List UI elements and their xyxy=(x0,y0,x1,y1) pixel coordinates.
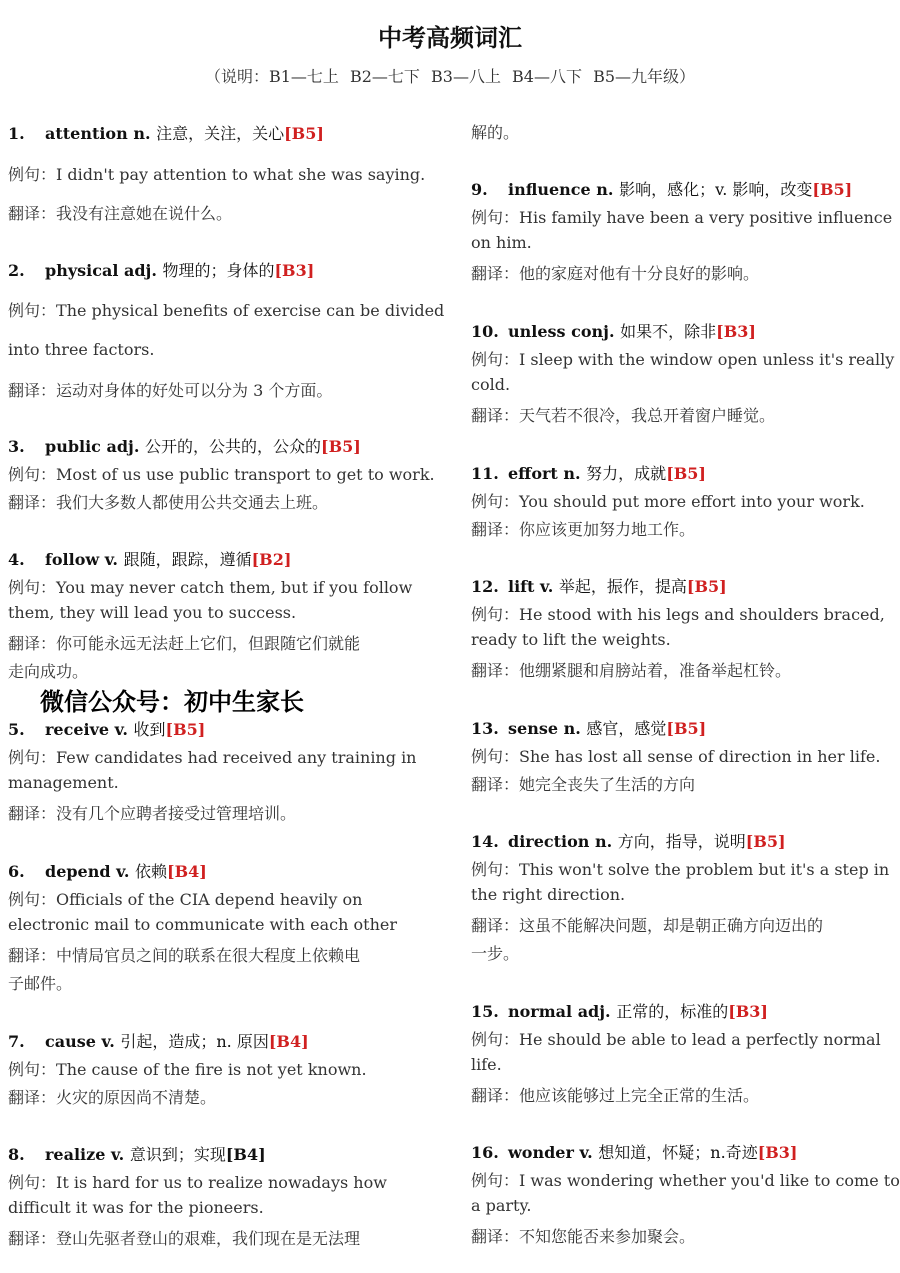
entry-number: 9. xyxy=(471,180,488,199)
example-sentence-line xyxy=(471,375,510,394)
example-text: You should put more effort into your work. xyxy=(519,492,865,511)
entry-part-of-speech: adj. xyxy=(106,437,140,456)
translation-text: 不知您能否来参加聚会。 xyxy=(519,1227,696,1246)
entry-level-badge: [B4] xyxy=(225,1145,266,1164)
entry-level-badge: [B4] xyxy=(167,862,207,881)
translation-text: 中情局官员之间的联系在很大程度上依赖电 xyxy=(56,946,361,965)
translation-label: 翻译： xyxy=(471,775,520,794)
translation-text: 他应该能够过上完全正常的生活。 xyxy=(519,1086,760,1105)
entry-meaning: 意识到；实现 xyxy=(129,1145,226,1164)
entry-heading xyxy=(471,319,756,342)
example-label: 例句： xyxy=(471,350,520,369)
entry-number: 8. xyxy=(8,1145,25,1164)
entry-heading xyxy=(8,258,314,281)
translation-text: 我没有注意她在说什么。 xyxy=(56,204,233,223)
entry-number: 7. xyxy=(8,1032,25,1051)
translation-text: 你应该更加努力地工作。 xyxy=(519,520,696,539)
entry-word: follow xyxy=(45,550,100,569)
example-label: 例句： xyxy=(471,860,520,879)
example-sentence-line xyxy=(8,745,416,768)
entry-part-of-speech: v. xyxy=(101,1032,115,1051)
translation-text: 子邮件。 xyxy=(8,974,73,993)
entry-meaning: 正常的，标准的 xyxy=(616,1002,729,1021)
example-label: 例句： xyxy=(471,208,520,227)
translation-line xyxy=(8,631,360,654)
entry-heading xyxy=(8,717,205,740)
example-sentence-line xyxy=(8,1170,387,1193)
translation-line xyxy=(8,801,296,824)
translation-line xyxy=(471,658,791,681)
entry-number: 5. xyxy=(8,720,25,739)
entry-part-of-speech: n. xyxy=(563,464,581,483)
example-label: 例句： xyxy=(8,578,57,597)
entry-heading xyxy=(8,121,324,144)
example-sentence-line xyxy=(471,1168,900,1191)
entry-part-of-speech: n. xyxy=(594,832,613,851)
page-title: 中考高频词汇 xyxy=(378,24,522,52)
translation-line xyxy=(471,517,695,540)
example-sentence-line xyxy=(8,773,119,792)
example-sentence-line xyxy=(8,462,435,485)
translation-text: 登山先驱者登山的艰难，我们现在是无法理 xyxy=(56,1229,361,1248)
entry-meaning: 物理的；身体的 xyxy=(162,261,275,280)
entry-part-of-speech: v. xyxy=(540,577,554,596)
translation-line xyxy=(8,490,328,513)
translation-line xyxy=(8,971,72,994)
translation-text: 这虽不能解决问题，却是朝正确方向迈出的 xyxy=(519,916,824,935)
translation-text: 一步。 xyxy=(471,944,520,963)
translation-label: 翻译： xyxy=(8,493,57,512)
entry-level-badge: [B5] xyxy=(666,719,707,738)
example-sentence-line xyxy=(471,602,885,625)
entry-meaning: 方向，指导，说明 xyxy=(617,832,746,851)
example-label: 例句： xyxy=(8,301,57,320)
entry-heading xyxy=(471,461,706,484)
entry-meaning: 想知道，怀疑；n.奇迹 xyxy=(598,1143,758,1162)
example-text: the right direction. xyxy=(471,885,626,904)
entry-number: 15. xyxy=(471,1002,499,1021)
translation-label: 翻译： xyxy=(8,1229,57,1248)
entry-level-badge: [B2] xyxy=(251,550,292,569)
translation-text: 运动对身体的好处可以分为 3 个方面。 xyxy=(56,381,333,400)
entry-part-of-speech: v. xyxy=(116,862,130,881)
entry-level-badge: [B4] xyxy=(268,1032,309,1051)
entry-meaning: 影响，感化；v. 影响，改变 xyxy=(619,180,813,199)
translation-text: 火灾的原因尚不清楚。 xyxy=(56,1088,217,1107)
example-text: He should be able to lead a perfectly normal xyxy=(519,1030,881,1049)
example-text: a party. xyxy=(471,1196,532,1215)
example-text: Most of us use public transport to get to work. xyxy=(56,465,435,484)
example-text: The cause of the fire is not yet known. xyxy=(56,1060,367,1079)
translation-line xyxy=(471,1083,759,1106)
entry-word: normal xyxy=(508,1002,573,1021)
translation-line xyxy=(8,1226,360,1249)
translation-label: 翻译： xyxy=(8,1088,57,1107)
translation-line xyxy=(8,1085,216,1108)
example-text: The physical benefits of exercise can be divided xyxy=(56,301,445,320)
example-sentence-line xyxy=(8,1057,367,1080)
translation-label: 翻译： xyxy=(8,381,57,400)
entry-word: sense xyxy=(508,719,559,738)
translation-line xyxy=(8,659,88,682)
translation-label: 翻译： xyxy=(471,1086,520,1105)
example-sentence-line xyxy=(471,489,865,512)
entry-part-of-speech: conj. xyxy=(571,322,615,341)
entry-part-of-speech: adj. xyxy=(123,261,157,280)
example-text: Officials of the CIA depend heavily on xyxy=(56,890,363,909)
entry-part-of-speech: v. xyxy=(579,1143,593,1162)
level-legend-note: （说明：B1—七上 B2—七下 B3—八上 B4—八下 B5—九年级） xyxy=(204,67,696,86)
translation-line xyxy=(471,913,823,936)
example-text: His family have been a very positive influence xyxy=(519,208,893,227)
entry-heading xyxy=(471,1140,798,1163)
translation-line xyxy=(471,941,519,964)
translation-line xyxy=(471,261,759,284)
entry-word: influence xyxy=(508,180,591,199)
translation-line xyxy=(471,120,519,143)
example-sentence-line xyxy=(8,575,412,598)
translation-label: 翻译： xyxy=(8,204,57,223)
entry-word: depend xyxy=(45,862,111,881)
example-sentence-line xyxy=(8,1198,264,1217)
entry-meaning: 如果不，除非 xyxy=(620,322,717,341)
entry-level-badge: [B3] xyxy=(274,261,315,280)
example-sentence-line xyxy=(471,205,892,228)
entry-part-of-speech: n. xyxy=(596,180,614,199)
entry-number: 11. xyxy=(471,464,499,483)
entry-word: cause xyxy=(45,1032,96,1051)
translation-line xyxy=(8,201,232,224)
example-label: 例句： xyxy=(471,747,520,766)
translation-label: 翻译： xyxy=(8,634,57,653)
entry-heading xyxy=(8,1029,309,1052)
example-text: I didn't pay attention to what she was saying. xyxy=(56,165,426,184)
example-sentence-line xyxy=(471,347,894,370)
entry-level-badge: [B5] xyxy=(686,577,727,596)
entry-level-badge: [B5] xyxy=(284,124,324,143)
entry-meaning: 举起，振作，提高 xyxy=(558,577,687,596)
entry-meaning: 引起，造成；n. 原因 xyxy=(120,1032,269,1051)
entry-level-badge: [B3] xyxy=(716,322,756,341)
entry-level-badge: [B5] xyxy=(165,720,206,739)
entry-word: direction xyxy=(508,832,590,851)
translation-label: 翻译： xyxy=(8,804,57,823)
entry-level-badge: [B5] xyxy=(745,832,786,851)
example-sentence-line xyxy=(8,915,397,934)
example-sentence-line xyxy=(8,340,154,359)
entry-word: public xyxy=(45,437,101,456)
entry-heading xyxy=(8,434,361,457)
example-label: 例句： xyxy=(471,1171,520,1190)
translation-label: 翻译： xyxy=(471,264,520,283)
translation-label: 翻译： xyxy=(471,406,520,425)
translation-label: 翻译： xyxy=(471,916,520,935)
entry-number: 3. xyxy=(8,437,25,456)
entry-heading xyxy=(471,177,852,200)
example-text: difficult it was for the pioneers. xyxy=(8,1198,264,1217)
example-text: management. xyxy=(8,773,119,792)
example-sentence-line xyxy=(8,298,444,321)
entry-number: 12. xyxy=(471,577,499,596)
entry-part-of-speech: n. xyxy=(133,124,151,143)
example-text: them, they will lead you to success. xyxy=(8,603,297,622)
example-text: Few candidates had received any training in xyxy=(56,748,417,767)
entry-number: 1. xyxy=(8,124,25,143)
example-label: 例句： xyxy=(8,165,57,184)
entry-meaning: 感官，感觉 xyxy=(586,719,667,738)
translation-text: 他绷紧腿和肩膀站着，准备举起杠铃。 xyxy=(519,661,792,680)
entry-heading xyxy=(8,1142,266,1165)
example-label: 例句： xyxy=(8,465,57,484)
example-label: 例句： xyxy=(471,492,520,511)
wechat-watermark: 微信公众号：初中生家长 xyxy=(40,688,304,716)
entry-word: receive xyxy=(45,720,110,739)
entry-level-badge: [B3] xyxy=(757,1143,798,1162)
example-label: 例句： xyxy=(471,1030,520,1049)
entry-part-of-speech: adj. xyxy=(577,1002,611,1021)
example-sentence-line xyxy=(471,1196,531,1215)
translation-label: 翻译： xyxy=(471,661,520,680)
entry-part-of-speech: v. xyxy=(104,550,118,569)
example-sentence-line xyxy=(8,887,362,910)
example-sentence-line xyxy=(471,233,532,252)
entry-meaning: 收到 xyxy=(133,720,166,739)
translation-text: 你可能永远无法赶上它们，但跟随它们就能 xyxy=(56,634,361,653)
translation-text: 没有几个应聘者接受过管理培训。 xyxy=(56,804,297,823)
translation-line xyxy=(471,1224,695,1247)
translation-line xyxy=(8,378,332,401)
example-label: 例句： xyxy=(471,605,520,624)
entry-word: effort xyxy=(508,464,558,483)
entry-number: 16. xyxy=(471,1143,499,1162)
example-label: 例句： xyxy=(8,748,57,767)
entry-level-badge: [B3] xyxy=(728,1002,768,1021)
entry-number: 4. xyxy=(8,550,25,569)
example-text: She has lost all sense of direction in her life. xyxy=(519,747,881,766)
entry-level-badge: [B5] xyxy=(666,464,706,483)
translation-text: 我们大多数人都使用公共交通去上班。 xyxy=(56,493,329,512)
example-text: life. xyxy=(471,1055,502,1074)
example-label: 例句： xyxy=(8,1173,57,1192)
entry-heading xyxy=(8,859,207,882)
example-text: cold. xyxy=(471,375,511,394)
translation-text: 他的家庭对他有十分良好的影响。 xyxy=(519,264,760,283)
translation-line xyxy=(471,772,695,795)
entry-meaning: 依赖 xyxy=(134,862,167,881)
entry-word: unless xyxy=(508,322,566,341)
entry-meaning: 跟随，跟踪，遵循 xyxy=(123,550,252,569)
entry-word: wonder xyxy=(508,1143,574,1162)
entry-number: 13. xyxy=(471,719,499,738)
example-text: on him. xyxy=(471,233,532,252)
example-text: You may never catch them, but if you follow xyxy=(56,578,413,597)
entry-level-badge: [B5] xyxy=(321,437,361,456)
example-text: I sleep with the window open unless it's really xyxy=(519,350,895,369)
example-text: electronic mail to communicate with each other xyxy=(8,915,397,934)
example-sentence-line xyxy=(471,744,880,767)
entry-heading xyxy=(8,547,291,570)
translation-text: 走向成功。 xyxy=(8,662,89,681)
example-text: I was wondering whether you'd like to come to xyxy=(519,1171,900,1190)
entry-meaning: 努力，成就 xyxy=(586,464,667,483)
entry-number: 6. xyxy=(8,862,25,881)
translation-text: 天气若不很冷，我总开着窗户睡觉。 xyxy=(519,406,776,425)
example-sentence-line xyxy=(8,603,296,622)
example-text: He stood with his legs and shoulders braced, xyxy=(519,605,885,624)
entry-meaning: 注意，关注，关心 xyxy=(156,124,285,143)
entry-heading xyxy=(471,999,768,1022)
entry-word: physical xyxy=(45,261,119,280)
entry-word: lift xyxy=(508,577,535,596)
entry-meaning: 公开的，公共的，公众的 xyxy=(144,437,321,456)
entry-heading xyxy=(471,829,786,852)
example-text: It is hard for us to realize nowadays how xyxy=(56,1173,387,1192)
entry-number: 10. xyxy=(471,322,499,341)
entry-heading xyxy=(471,716,706,739)
entry-part-of-speech: v. xyxy=(110,1145,125,1164)
example-sentence-line xyxy=(8,162,425,185)
example-sentence-line xyxy=(471,1055,502,1074)
entry-word: attention xyxy=(45,124,128,143)
example-label: 例句： xyxy=(8,1060,57,1079)
entry-heading xyxy=(471,574,727,597)
example-text: into three factors. xyxy=(8,340,155,359)
entry-part-of-speech: n. xyxy=(563,719,581,738)
example-sentence-line xyxy=(471,885,625,904)
example-sentence-line xyxy=(471,857,889,880)
example-sentence-line xyxy=(471,1027,881,1050)
entry-word: realize xyxy=(45,1145,106,1164)
entry-number: 2. xyxy=(8,261,25,280)
translation-line xyxy=(471,403,775,426)
example-sentence-line xyxy=(471,630,671,649)
translation-text: 她完全丧失了生活的方向 xyxy=(519,775,696,794)
translation-text: 解的。 xyxy=(471,123,520,142)
example-text: This won't solve the problem but it's a step in xyxy=(519,860,890,879)
entry-level-badge: [B5] xyxy=(812,180,853,199)
translation-label: 翻译： xyxy=(471,520,520,539)
translation-label: 翻译： xyxy=(471,1227,520,1246)
example-label: 例句： xyxy=(8,890,57,909)
translation-line xyxy=(8,943,360,966)
example-text: ready to lift the weights. xyxy=(471,630,671,649)
translation-label: 翻译： xyxy=(8,946,57,965)
entry-number: 14. xyxy=(471,832,499,851)
entry-part-of-speech: v. xyxy=(114,720,128,739)
